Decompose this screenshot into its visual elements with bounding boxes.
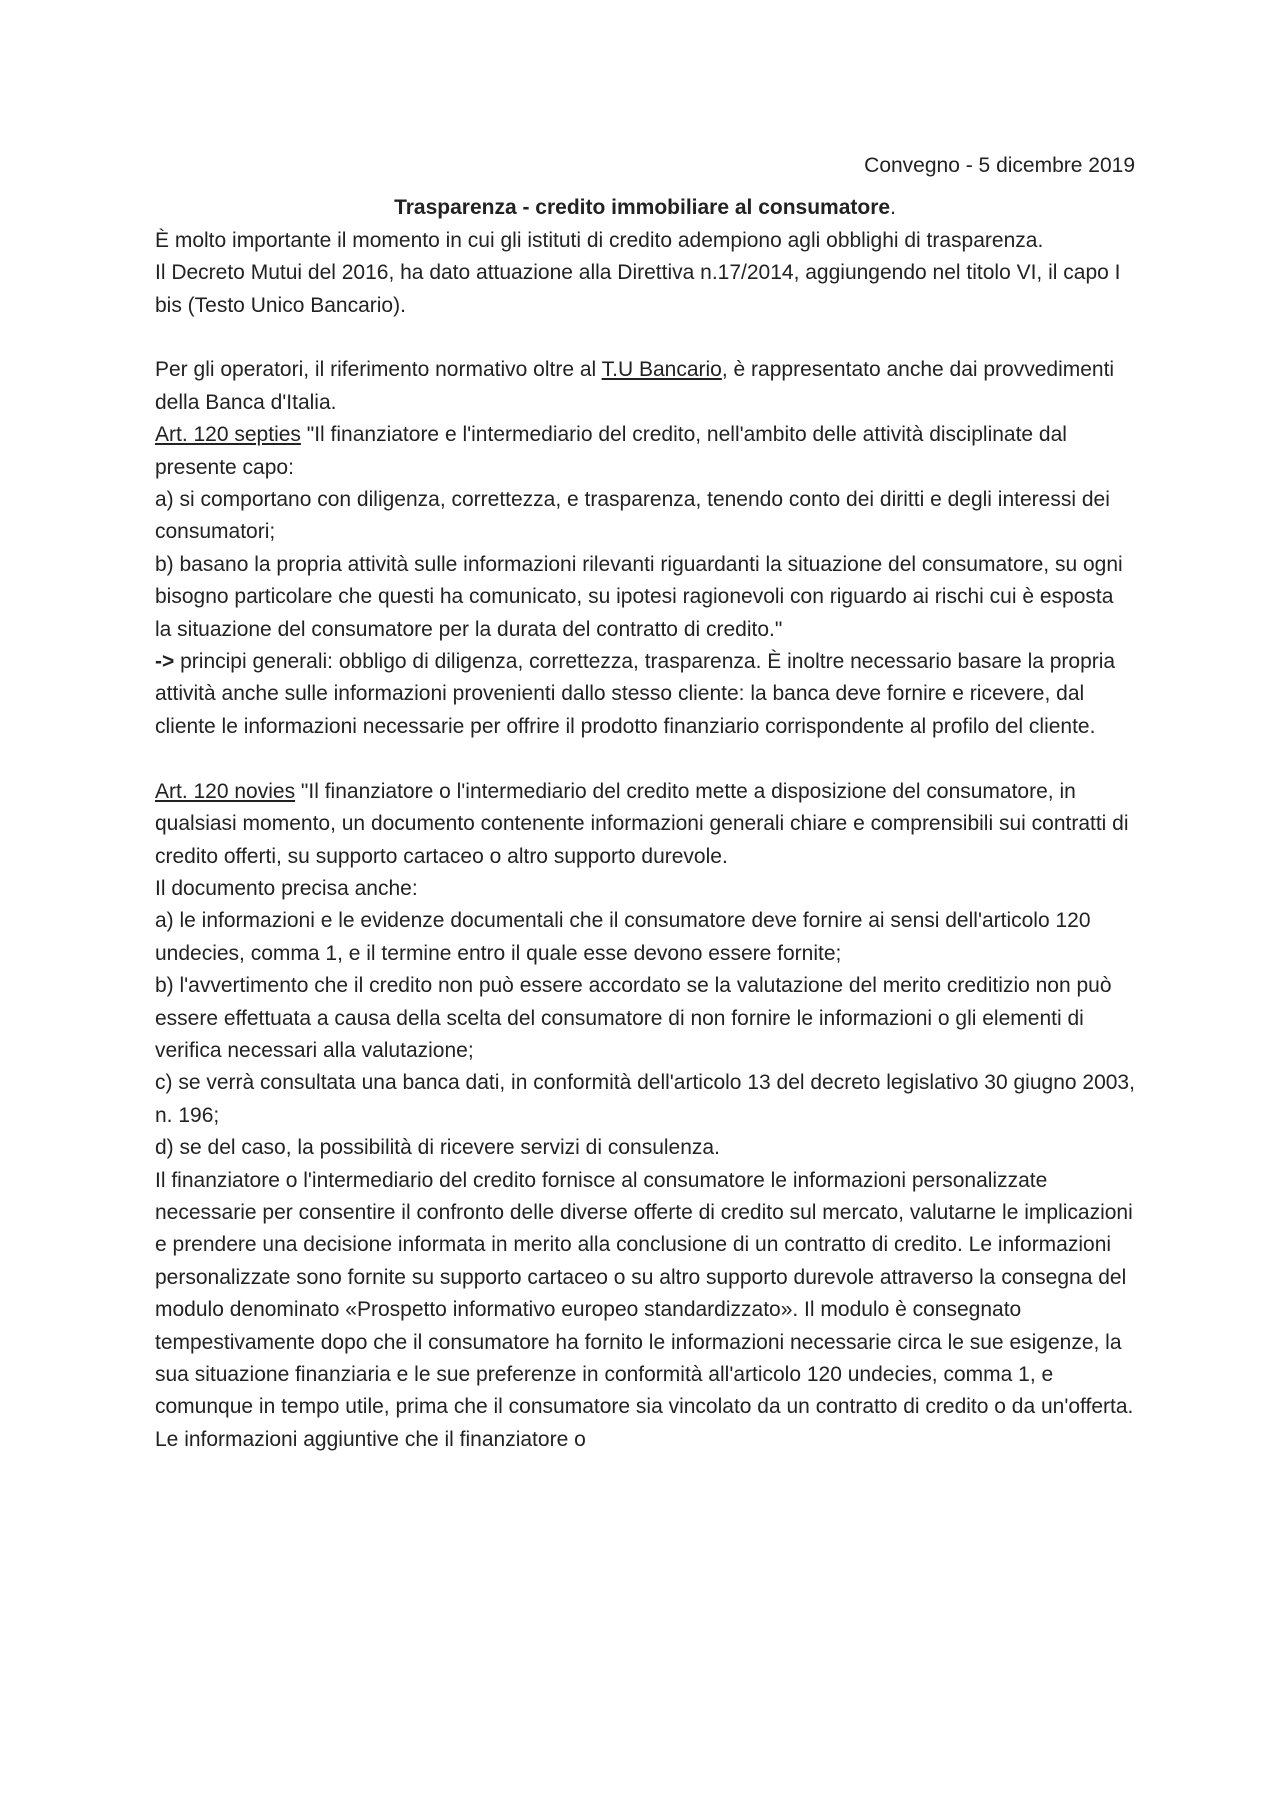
paragraph-operatori-post: , è rappresentato anche dai provvedimenti della Banca d'Italia. [155, 358, 1115, 414]
dateline: Convegno - 5 dicembre 2019 [864, 154, 1135, 177]
note-arrow: -> [155, 650, 175, 674]
document-page [155, 150, 1135, 1456]
article-120-novies-intro: Il documento precisa anche: [155, 876, 418, 900]
article-120-novies-item-b: b) l'avvertimento che il credito non può essere accordato se la valutazione del merito creditizio non può essere effettuata a causa della scelta del consumatore di non fornire le informazioni o gli elementi di verifica necessari alla valutazione; [155, 974, 1112, 1062]
spacer [155, 743, 1135, 775]
paragraph-operatori [155, 354, 1135, 419]
article-120-septies-text: "Il finanziatore e l'intermediario del credito, nell'ambito delle attività disciplinate dal presente capo: [155, 423, 1067, 479]
note-principi-generali [155, 646, 1135, 743]
article-120-septies [155, 419, 1135, 484]
article-120-novies-item-d: d) se del caso, la possibilità di ricevere servizi di consulenza. [155, 1136, 720, 1160]
paragraph-intro: È molto importante il momento in cui gli istituti di credito adempiono agli obblighi di trasparenza. [155, 228, 1044, 252]
paragraph-operatori-pre: Per gli operatori, il riferimento normativo oltre al [155, 358, 602, 382]
article-120-novies-label: Art. 120 novies [155, 779, 296, 803]
article-120-novies-text: "Il finanziatore o l'intermediario del credito mette a disposizione del consumatore, in qualsiasi momento, un documento contenente informazioni generali chiare e comprensibili sui contratti di credito offerti, su supporto cartaceo o altro supporto durevole. [155, 779, 1129, 868]
document-title [155, 192, 1135, 224]
article-120-septies-label: Art. 120 septies [155, 423, 301, 447]
article-120-septies-item-a: a) si comportano con diligenza, correttezza, e trasparenza, tenendo conto dei diritti e degli interessi dei consumatori; [155, 488, 1110, 544]
article-120-novies-item-c: c) se verrà consultata una banca dati, in conformità dell'articolo 13 del decreto legislativo 30 giugno 2003, n. 196; [155, 1071, 1135, 1127]
paragraph-decreto: Il Decreto Mutui del 2016, ha dato attuazione alla Direttiva n.17/2014, aggiungendo nel titolo VI, il capo I bis (Testo Unico Bancario). [155, 261, 1121, 317]
document-title-bold: Trasparenza - credito immobiliare al consumatore [394, 196, 891, 220]
article-120-septies-item-b: b) basano la propria attività sulle informazioni rilevanti riguardanti la situazione del consumatore, su ogni bisogno particolare che questi ha comunicato, su ipotesi ragionevoli con riguardo ai rischi cui è esposta la situazione del consumatore per la durata del contratto di credito." [155, 552, 1123, 641]
article-120-novies-final: Il finanziatore o l'intermediario del credito fornisce al consumatore le informazioni personalizzate necessarie per consentire il confronto delle diverse offerte di credito sul mercato, valutarne le implicazioni e prendere una decisione informata in merito alla conclusione di un contratto di credito. Le informazioni personalizzate sono fornite su supporto cartaceo o su altro supporto durevole attraverso la consegna del modulo denominato «Prospetto informativo europeo standardizzato». Il modulo è consegnato tempestivamente dopo che il consumatore ha fornito le informazioni necessarie circa le sue esigenze, la sua situazione finanziaria e le sue preferenze in conformità all'articolo 120 undecies, comma 1, e comunque in tempo utile, prima che il consumatore sia vincolato da un contratto di credito o da un'offerta. Le informazioni aggiuntive che il finanziatore o [155, 1168, 1134, 1451]
note-text: principi generali: obbligo di diligenza, correttezza, trasparenza. È inoltre necessario basare la propria attività anche sulle informazioni provenienti dallo stesso cliente: la banca deve fornire e ricevere, dal cliente le informazioni necessarie per offrire il prodotto finanziario corrispondente al profilo del cliente. [155, 650, 1116, 738]
spacer [155, 322, 1135, 354]
document-title-end: . [890, 196, 896, 220]
article-120-novies-item-a: a) le informazioni e le evidenze documentali che il consumatore deve fornire ai sensi dell'articolo 120 undecies, comma 1, e il termine entro il quale esse devono essere fornite; [155, 909, 1091, 965]
article-120-novies [155, 776, 1135, 873]
tu-bancario-link: T.U Bancario [601, 358, 722, 382]
